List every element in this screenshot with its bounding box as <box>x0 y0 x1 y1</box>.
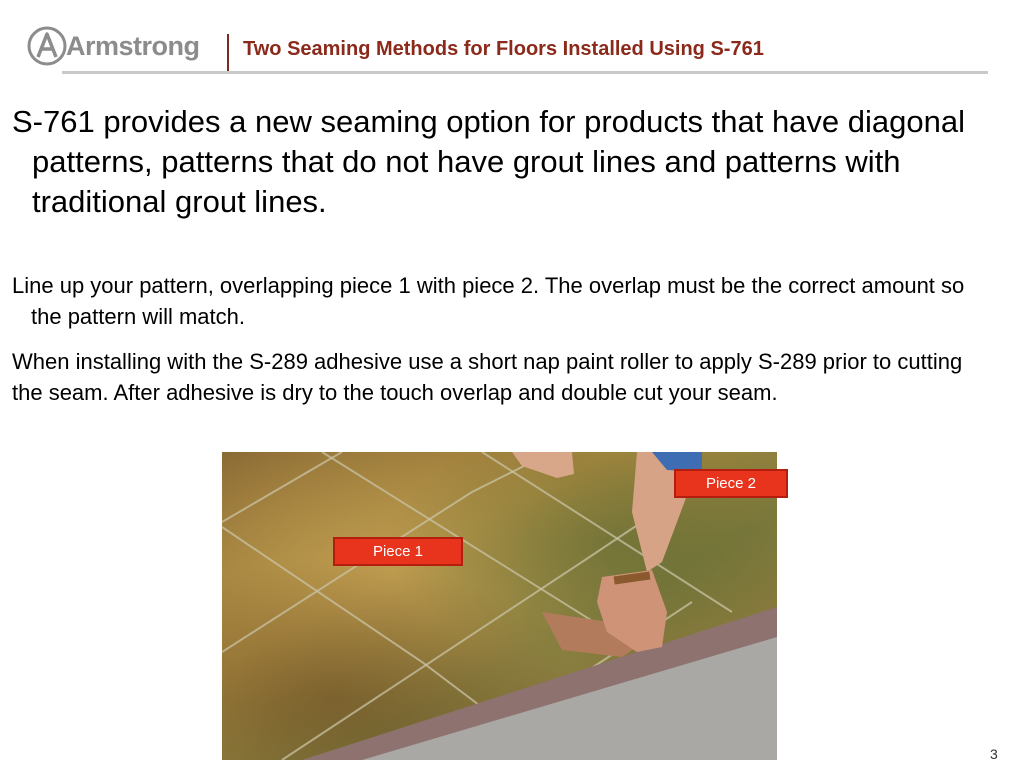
intro-paragraph: S-761 provides a new seaming option for products that have diagonal patterns, patterns that do not have grout lines and patterns with traditional grout lines. <box>12 104 965 219</box>
header-divider <box>227 34 229 72</box>
piece-1-callout: Piece 1 <box>333 537 463 566</box>
piece-2-callout: Piece 2 <box>674 469 788 498</box>
slide-title: Two Seaming Methods for Floors Installed Using S-761 <box>243 38 764 60</box>
seam-installation-photo <box>222 452 777 760</box>
logo-wordmark: Armstrong <box>66 31 200 61</box>
adhesive-paragraph: When installing with the S-289 adhesive use a short nap paint roller to apply S-289 prior to cutting the seam. After adhesive is dry to the touch overlap and double cut your seam. <box>12 349 963 405</box>
slide-header <box>0 0 1024 80</box>
header-rule <box>62 71 988 74</box>
line-up-paragraph: Line up your pattern, overlapping piece 1 with piece 2. The overlap must be the correct amount so the pattern will match. <box>12 273 965 329</box>
page-number: 3 <box>990 746 998 762</box>
armstrong-logo <box>26 24 210 70</box>
